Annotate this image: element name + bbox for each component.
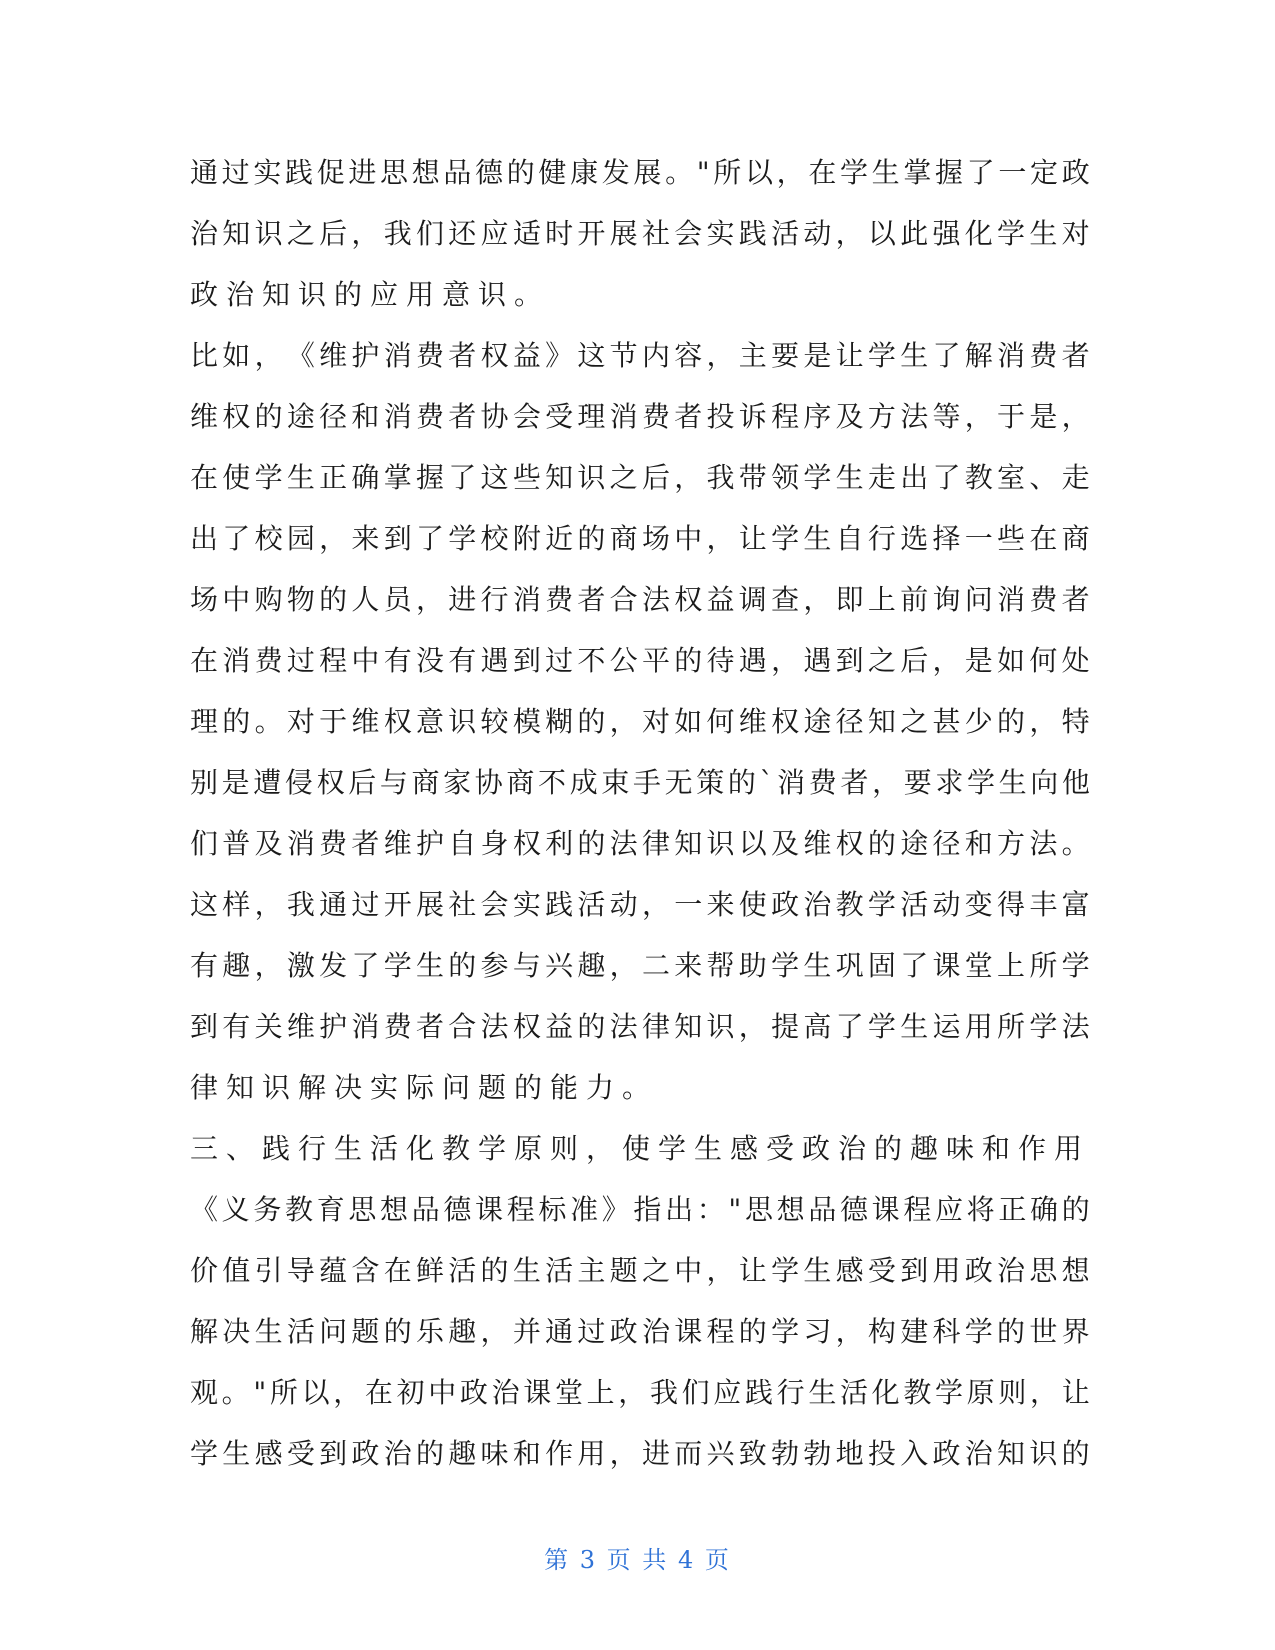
text-line: 价 值 引 导 蕴 含 在 鲜 活 的 生 活 主 题 之 中 ， 让 学 生 感 受 到 用 政 治 思 想 <box>190 1254 1090 1287</box>
text-line: 维 权 的 途 径 和 消 费 者 协 会 受 理 消 费 者 投 诉 程 序 及 方 法 等 ， 于 是 ， <box>190 400 1090 433</box>
text-line: 有 趣 ， 激 发 了 学 生 的 参 与 兴 趣 ， 二 来 帮 助 学 生 巩 固 了 课 堂 上 所 学 <box>190 949 1090 982</box>
text-line: 通 过 实 践 促 进 思 想 品 德 的 健 康 发 展 。 " 所 以 ， 在 学 生 掌 握 了 一 定 政 <box>190 156 1090 189</box>
body-text <box>190 142 1090 1484</box>
text-line: 观 。 " 所 以 ， 在 初 中 政 治 课 堂 上 ， 我 们 应 践 行 生 活 化 教 学 原 则 ， 让 <box>190 1376 1090 1409</box>
text-line: 治 知 识 之 后 ， 我 们 还 应 适 时 开 展 社 会 实 践 活 动 ， 以 此 强 化 学 生 对 <box>190 217 1090 250</box>
text-line: 律知识解决实际问题的能力。 <box>190 1071 659 1104</box>
text-line: 这 样 ， 我 通 过 开 展 社 会 实 践 活 动 ， 一 来 使 政 治 教 学 活 动 变 得 丰 富 <box>190 888 1090 921</box>
text-line: 出 了 校 园 ， 来 到 了 学 校 附 近 的 商 场 中 ， 让 学 生 自 行 选 择 一 些 在 商 <box>190 522 1090 555</box>
text-line: 到 有 关 维 护 消 费 者 合 法 权 益 的 法 律 知 识 ， 提 高 了 学 生 运 用 所 学 法 <box>190 1010 1090 1043</box>
section-heading: 三、践行生活化教学原则，使学生感受政治的趣味和作用 <box>190 1132 1091 1165</box>
text-line: 在 使 学 生 正 确 掌 握 了 这 些 知 识 之 后 ， 我 带 领 学 生 走 出 了 教 室 、 走 <box>190 461 1090 494</box>
text-line: 《 义 务 教 育 思 想 品 德 课 程 标 准 》 指 出 ： " 思 想 品 德 课 程 应 将 正 确 的 <box>190 1193 1090 1226</box>
text-line: 理 的 。 对 于 维 权 意 识 较 模 糊 的 ， 对 如 何 维 权 途 径 知 之 甚 少 的 ， 特 <box>190 705 1090 738</box>
text-line: 学 生 感 受 到 政 治 的 趣 味 和 作 用 ， 进 而 兴 致 勃 勃 地 投 入 政 治 知 识 的 <box>190 1437 1090 1470</box>
text-line: 解 决 生 活 问 题 的 乐 趣 ， 并 通 过 政 治 课 程 的 学 习 ， 构 建 科 学 的 世 界 <box>190 1315 1090 1348</box>
text-line: 别 是 遭 侵 权 后 与 商 家 协 商 不 成 束 手 无 策 的 ` 消 费 者 ， 要 求 学 生 向 他 <box>190 766 1090 799</box>
text-line: 在 消 费 过 程 中 有 没 有 遇 到 过 不 公 平 的 待 遇 ， 遇 到 之 后 ， 是 如 何 处 <box>190 644 1090 677</box>
page-number-footer: 第 3 页 共 4 页 <box>544 1546 731 1574</box>
text-line: 们 普 及 消 费 者 维 护 自 身 权 利 的 法 律 知 识 以 及 维 权 的 途 径 和 方 法 。 <box>190 827 1090 860</box>
text-line: 政治知识的应用意识。 <box>190 278 551 311</box>
text-line: 比 如 ， 《 维 护 消 费 者 权 益 》 这 节 内 容 ， 主 要 是 让 学 生 了 解 消 费 者 <box>190 339 1090 372</box>
text-line: 场 中 购 物 的 人 员 ， 进 行 消 费 者 合 法 权 益 调 查 ， 即 上 前 询 问 消 费 者 <box>190 583 1090 616</box>
